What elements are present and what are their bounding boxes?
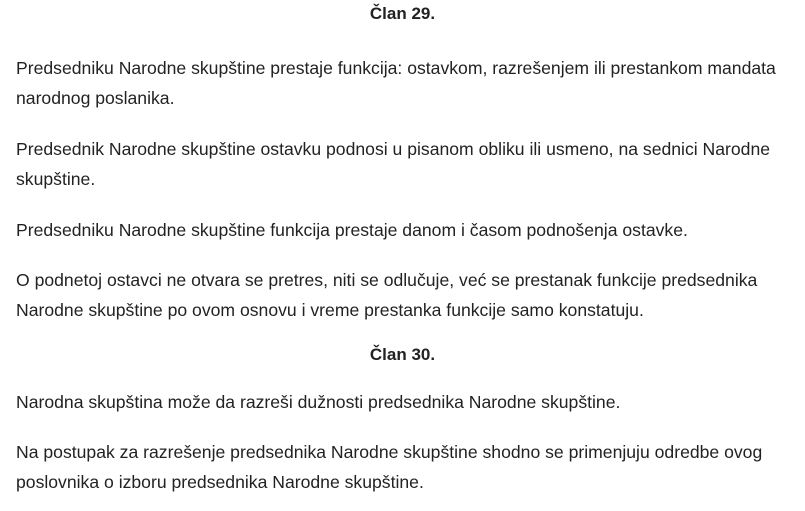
article-30-paragraph-2: Na postupak za razrešenje predsednika Narodne skupštine shodno se primenjuju odredbe ovog poslovnika o izboru predsednika Narodne skupštine. — [16, 442, 763, 492]
article-29-paragraph-3: Predsedniku Narodne skupštine funkcija prestaje danom i časom podnošenja ostavke. — [16, 220, 688, 240]
article-30-paragraph-1: Narodna skupština može da razreši dužnosti predsednika Narodne skupštine. — [16, 392, 621, 412]
article-29-paragraph-4: O podnetoj ostavci ne otvara se pretres, niti se odlučuje, već se prestanak funkcije predsednika Narodne skupštine po ovom osnovu i vreme prestanka funkcije samo konstatuju. — [16, 270, 758, 320]
article-29-paragraph-1: Predsedniku Narodne skupštine prestaje funkcija: ostavkom, razrešenjem ili prestankom mandata narodnog poslanika. — [16, 58, 776, 108]
article-heading-29: Član 29. — [369, 4, 436, 23]
article-29-paragraph-2: Predsednik Narodne skupštine ostavku podnosi u pisanom obliku ili usmeno, na sednici Narodne skupštine. — [16, 139, 771, 189]
article-heading-30: Član 30. — [369, 345, 436, 364]
